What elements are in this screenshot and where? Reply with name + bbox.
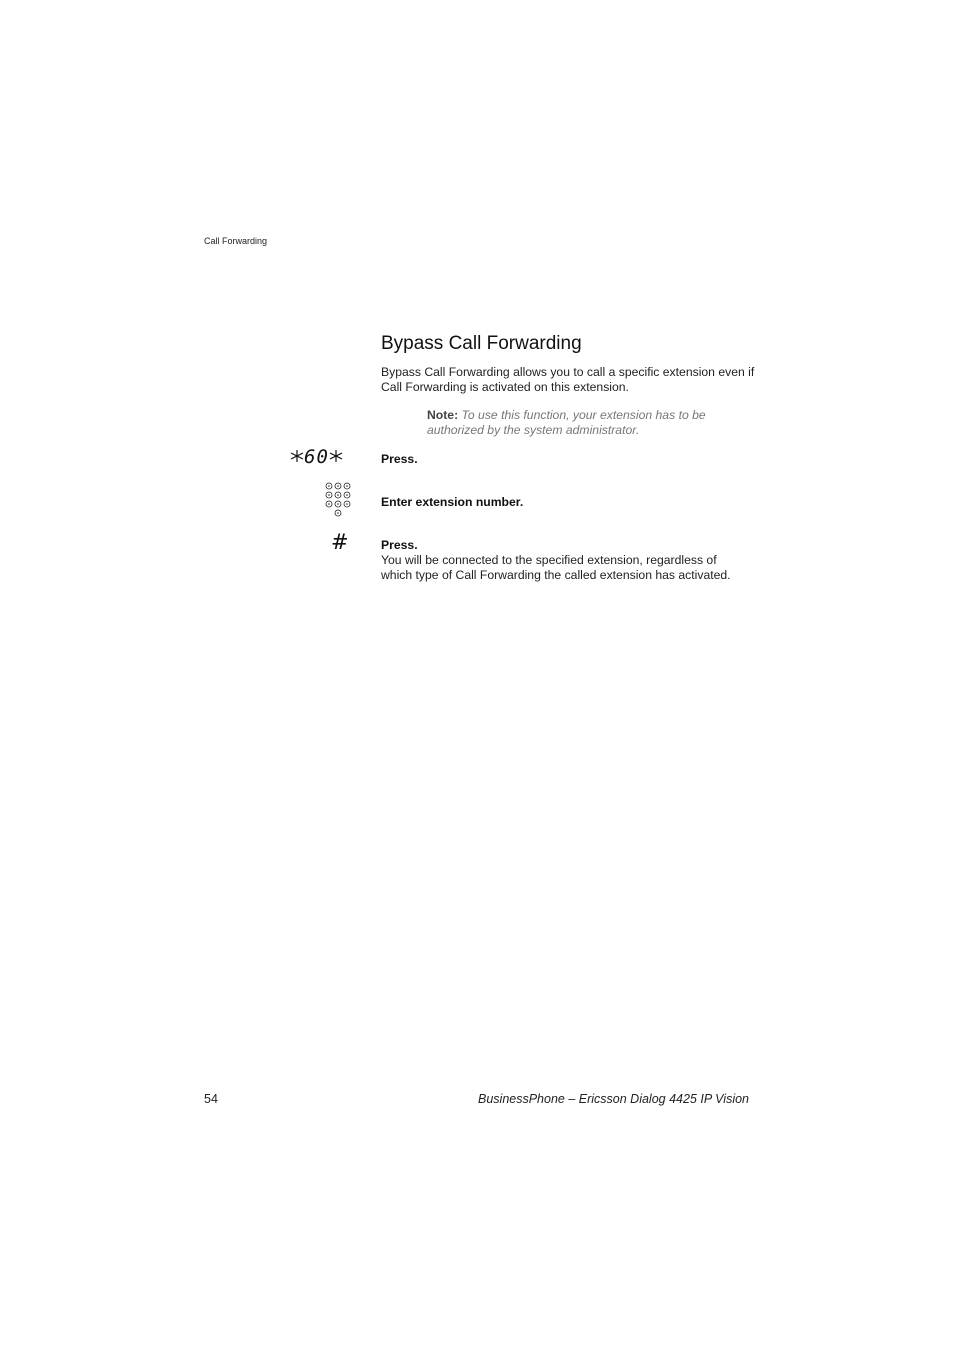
running-head: Call Forwarding [204,236,268,246]
intro-paragraph: Bypass Call Forwarding allows you to call a specific extension even if Call Forwarding is activated on this extension. [381,365,755,394]
step-3-label: Press. [381,538,418,552]
asterisk-60-asterisk-code [290,446,343,468]
section-title: Bypass Call Forwarding [381,333,582,354]
page-number: 54 [204,1092,218,1106]
note-label: Note: [427,408,459,422]
keypad-icon [325,482,351,519]
note [427,408,747,438]
note-text: To use this function, your extension has to be authorized by the system administrator. [427,408,706,437]
key-code-digits: 60 [304,446,329,468]
step-1 [381,452,751,467]
asterisk-icon [290,449,304,463]
step-2 [381,495,751,510]
step-3 [381,538,751,583]
step-1-label: Press. [381,452,418,466]
asterisk-icon [329,449,343,463]
step-2-label: Enter extension number. [381,495,524,509]
footer-title: BusinessPhone – Ericsson Dialog 4425 IP Vision [478,1092,749,1106]
step-3-detail: You will be connected to the specified extension, regardless of which type of Call Forwarding the called extension has activated. [381,553,731,582]
hash-key-icon: # [331,530,349,554]
